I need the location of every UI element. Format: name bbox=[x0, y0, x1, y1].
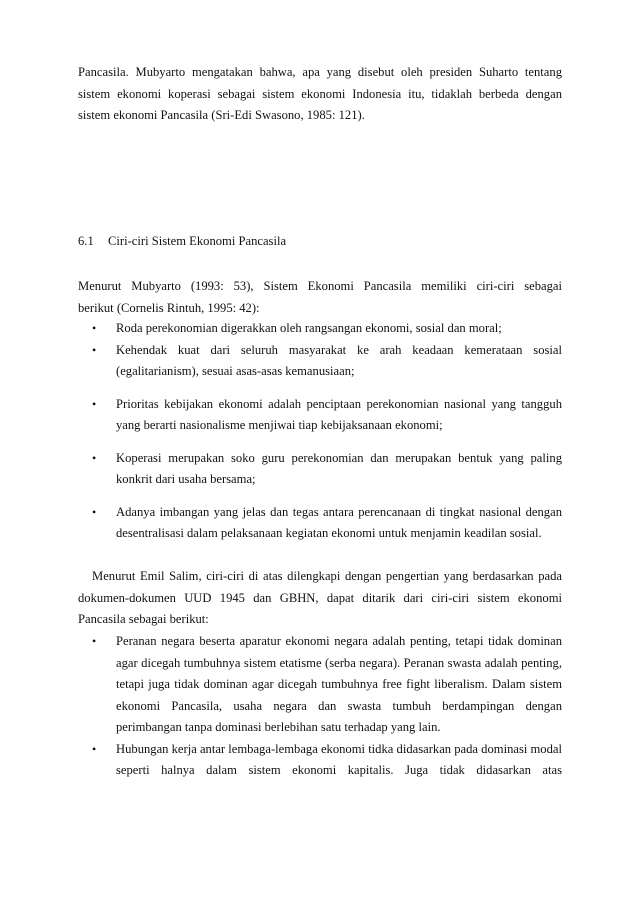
intro-line-2: sistem ekonomi koperasi sebagai sistem ekonomi Indonesia itu, tidaklah berbeda dengan bbox=[78, 86, 562, 101]
bullet-icon: • bbox=[92, 396, 97, 411]
intro-paragraph bbox=[78, 62, 562, 127]
emil-list bbox=[78, 631, 562, 782]
bullet-icon: • bbox=[92, 342, 97, 357]
list-item bbox=[78, 394, 562, 437]
list-item bbox=[78, 502, 562, 545]
mubyarto-line-2: berikut (Cornelis Rintuh, 1995: 42): bbox=[78, 300, 260, 315]
list-item-text: Hubungan kerja antar lembaga-lembaga ekonomi tidka didasarkan pada dominasi modal seperti halnya dalam sistem ekonomi kapitalis. Juga tidak didasarkan atas bbox=[116, 741, 562, 777]
bullet-icon: • bbox=[92, 450, 97, 465]
emil-line-1: Menurut Emil Salim, ciri-ciri di atas dilengkapi dengan pengertian yang berdasarkan pada bbox=[92, 569, 562, 583]
list-item-text: Prioritas kebijakan ekonomi adalah penciptaan perekonomian nasional yang tangguh yang berarti nasionalisme menjiwai tiap kebijaksanaan ekonomi; bbox=[116, 396, 562, 432]
section-title: Ciri-ciri Sistem Ekonomi Pancasila bbox=[108, 234, 287, 248]
emil-paragraph bbox=[78, 566, 562, 631]
bullet-icon: • bbox=[92, 741, 97, 756]
list-item bbox=[78, 631, 562, 739]
section-heading bbox=[78, 232, 286, 250]
bullet-icon: • bbox=[92, 321, 97, 335]
list-item bbox=[78, 340, 562, 383]
mubyarto-paragraph bbox=[78, 276, 562, 319]
mubyarto-line-1: Menurut Mubyarto (1993: 53), Sistem Ekonomi Pancasila memiliki ciri-ciri sebagai bbox=[78, 279, 562, 293]
bullet-icon: • bbox=[92, 634, 97, 648]
list-item bbox=[78, 448, 562, 491]
emil-line-3: Pancasila sebagai berikut: bbox=[78, 612, 209, 626]
list-item-text: Peranan negara beserta aparatur ekonomi negara adalah penting, tetapi tidak dominan agar dicegah tumbuhnya sistem etatisme (serba negara). Peranan swasta adalah penting, tetapi juga tidak dominan agar dicegah tumbuhnya free fight liberalism. Dalam sistem ekonomi Pancasila, usaha negara dan swasta tumbuh berdampingan dengan perimbangan tanpa dominasi berlebihan satu terhadap yang lain. bbox=[116, 634, 562, 734]
list-item-text: Adanya imbangan yang jelas dan tegas antara perencanaan di tingkat nasional dengan desentralisasi dalam pelaksanaan kegiatan ekonomi untuk menjamin keadilan sosial. bbox=[116, 504, 562, 540]
list-item-text: Kehendak kuat dari seluruh masyarakat ke arah keadaan kemerataan sosial (egalitarianism), sesuai asas-asas kemanusiaan; bbox=[116, 342, 562, 378]
intro-line-3: sistem ekonomi Pancasila (Sri-Edi Swasono, 1985: 121). bbox=[78, 108, 365, 122]
list-item-text: Koperasi merupakan soko guru perekonomian dan merupakan bentuk yang paling konkrit dari usaha bersama; bbox=[116, 450, 562, 486]
list-item bbox=[78, 318, 562, 340]
list-item bbox=[78, 739, 562, 782]
section-number: 6.1 bbox=[78, 234, 94, 248]
bullet-icon: • bbox=[92, 504, 97, 519]
list-item-text: Roda perekonomian digerakkan oleh rangsangan ekonomi, sosial dan moral; bbox=[116, 321, 502, 335]
intro-line-1: Pancasila. Mubyarto mengatakan bahwa, apa yang disebut oleh presiden Suharto tentang bbox=[78, 65, 562, 79]
mubyarto-list bbox=[78, 318, 562, 545]
emil-line-2: dokumen-dokumen UUD 1945 dan GBHN, dapat ditarik dari ciri-ciri sistem ekonomi bbox=[78, 590, 562, 605]
